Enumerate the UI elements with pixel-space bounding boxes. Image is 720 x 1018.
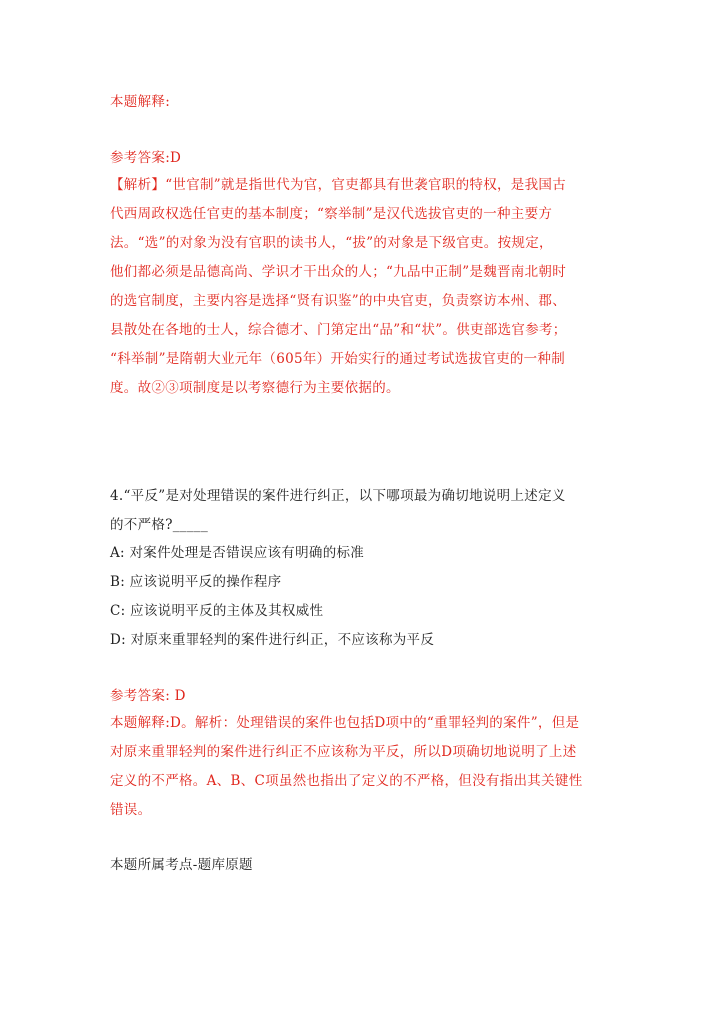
analysis-line: 【解析】“世官制”就是指世代为官，官吏都具有世袭官职的特权，是我国古 xyxy=(110,177,567,193)
analysis-line: “科举制”是隋朝大业元年（605年）开始实行的通过考试选拔官吏的一种制 xyxy=(110,351,566,367)
source-line: 本题所属考点-题库原题 xyxy=(110,857,253,873)
explain-label-1: 本题解释: xyxy=(110,94,171,110)
answer-label-1: 参考答案:D xyxy=(110,150,182,166)
explain-line: 对原来重罪轻判的案件进行纠正不应该称为平反，所以D项确切地说明了上述 xyxy=(110,744,577,760)
question-stem-line: 的不严格?_____ xyxy=(110,517,208,533)
explain-line: 本题解释:D。解析：处理错误的案件也包括D项中的“重罪轻判的案件”，但是 xyxy=(110,715,580,731)
explain-line: 定义的不严格。A、B、C项虽然也指出了定义的不严格，但没有指出其关键性 xyxy=(110,773,583,789)
analysis-line: 他们都必须是品德高尚、学识才干出众的人；“九品中正制”是魏晋南北朝时 xyxy=(110,264,567,280)
answer-label-4: 参考答案: D xyxy=(110,688,186,704)
analysis-line: 县散处在各地的士人，综合德才、门第定出“品”和“状”。供吏部选官参考； xyxy=(110,322,567,338)
question-stem-line: 4.“平反”是对处理错误的案件进行纠正，以下哪项最为确切地说明上述定义 xyxy=(110,488,566,504)
option-a: A: 对案件处理是否错误应该有明确的标准 xyxy=(110,545,365,561)
question-4-options xyxy=(110,545,610,661)
analysis-line: 的选官制度，主要内容是选择“贤有识鉴”的中央官吏，负责察访本州、郡、 xyxy=(110,293,567,309)
option-b: B: 应该说明平反的操作程序 xyxy=(110,574,282,590)
explain-line: 错误。 xyxy=(110,802,152,818)
analysis-line: 代西周政权选任官吏的基本制度；“察举制”是汉代选拔官吏的一种主要方 xyxy=(110,206,553,222)
analysis-paragraph-1 xyxy=(110,177,610,409)
option-d: D: 对原来重罪轻判的案件进行纠正，不应该称为平反 xyxy=(110,632,435,648)
analysis-line: 度。故②③项制度是以考察德行为主要依据的。 xyxy=(110,380,400,396)
question-4-stem xyxy=(110,488,610,546)
analysis-line: 法。“选”的对象为没有官职的读书人，“拔”的对象是下级官吏。按规定， xyxy=(110,235,553,251)
option-c: C: 应该说明平反的主体及其权威性 xyxy=(110,603,324,619)
explain-paragraph-4 xyxy=(110,715,610,831)
